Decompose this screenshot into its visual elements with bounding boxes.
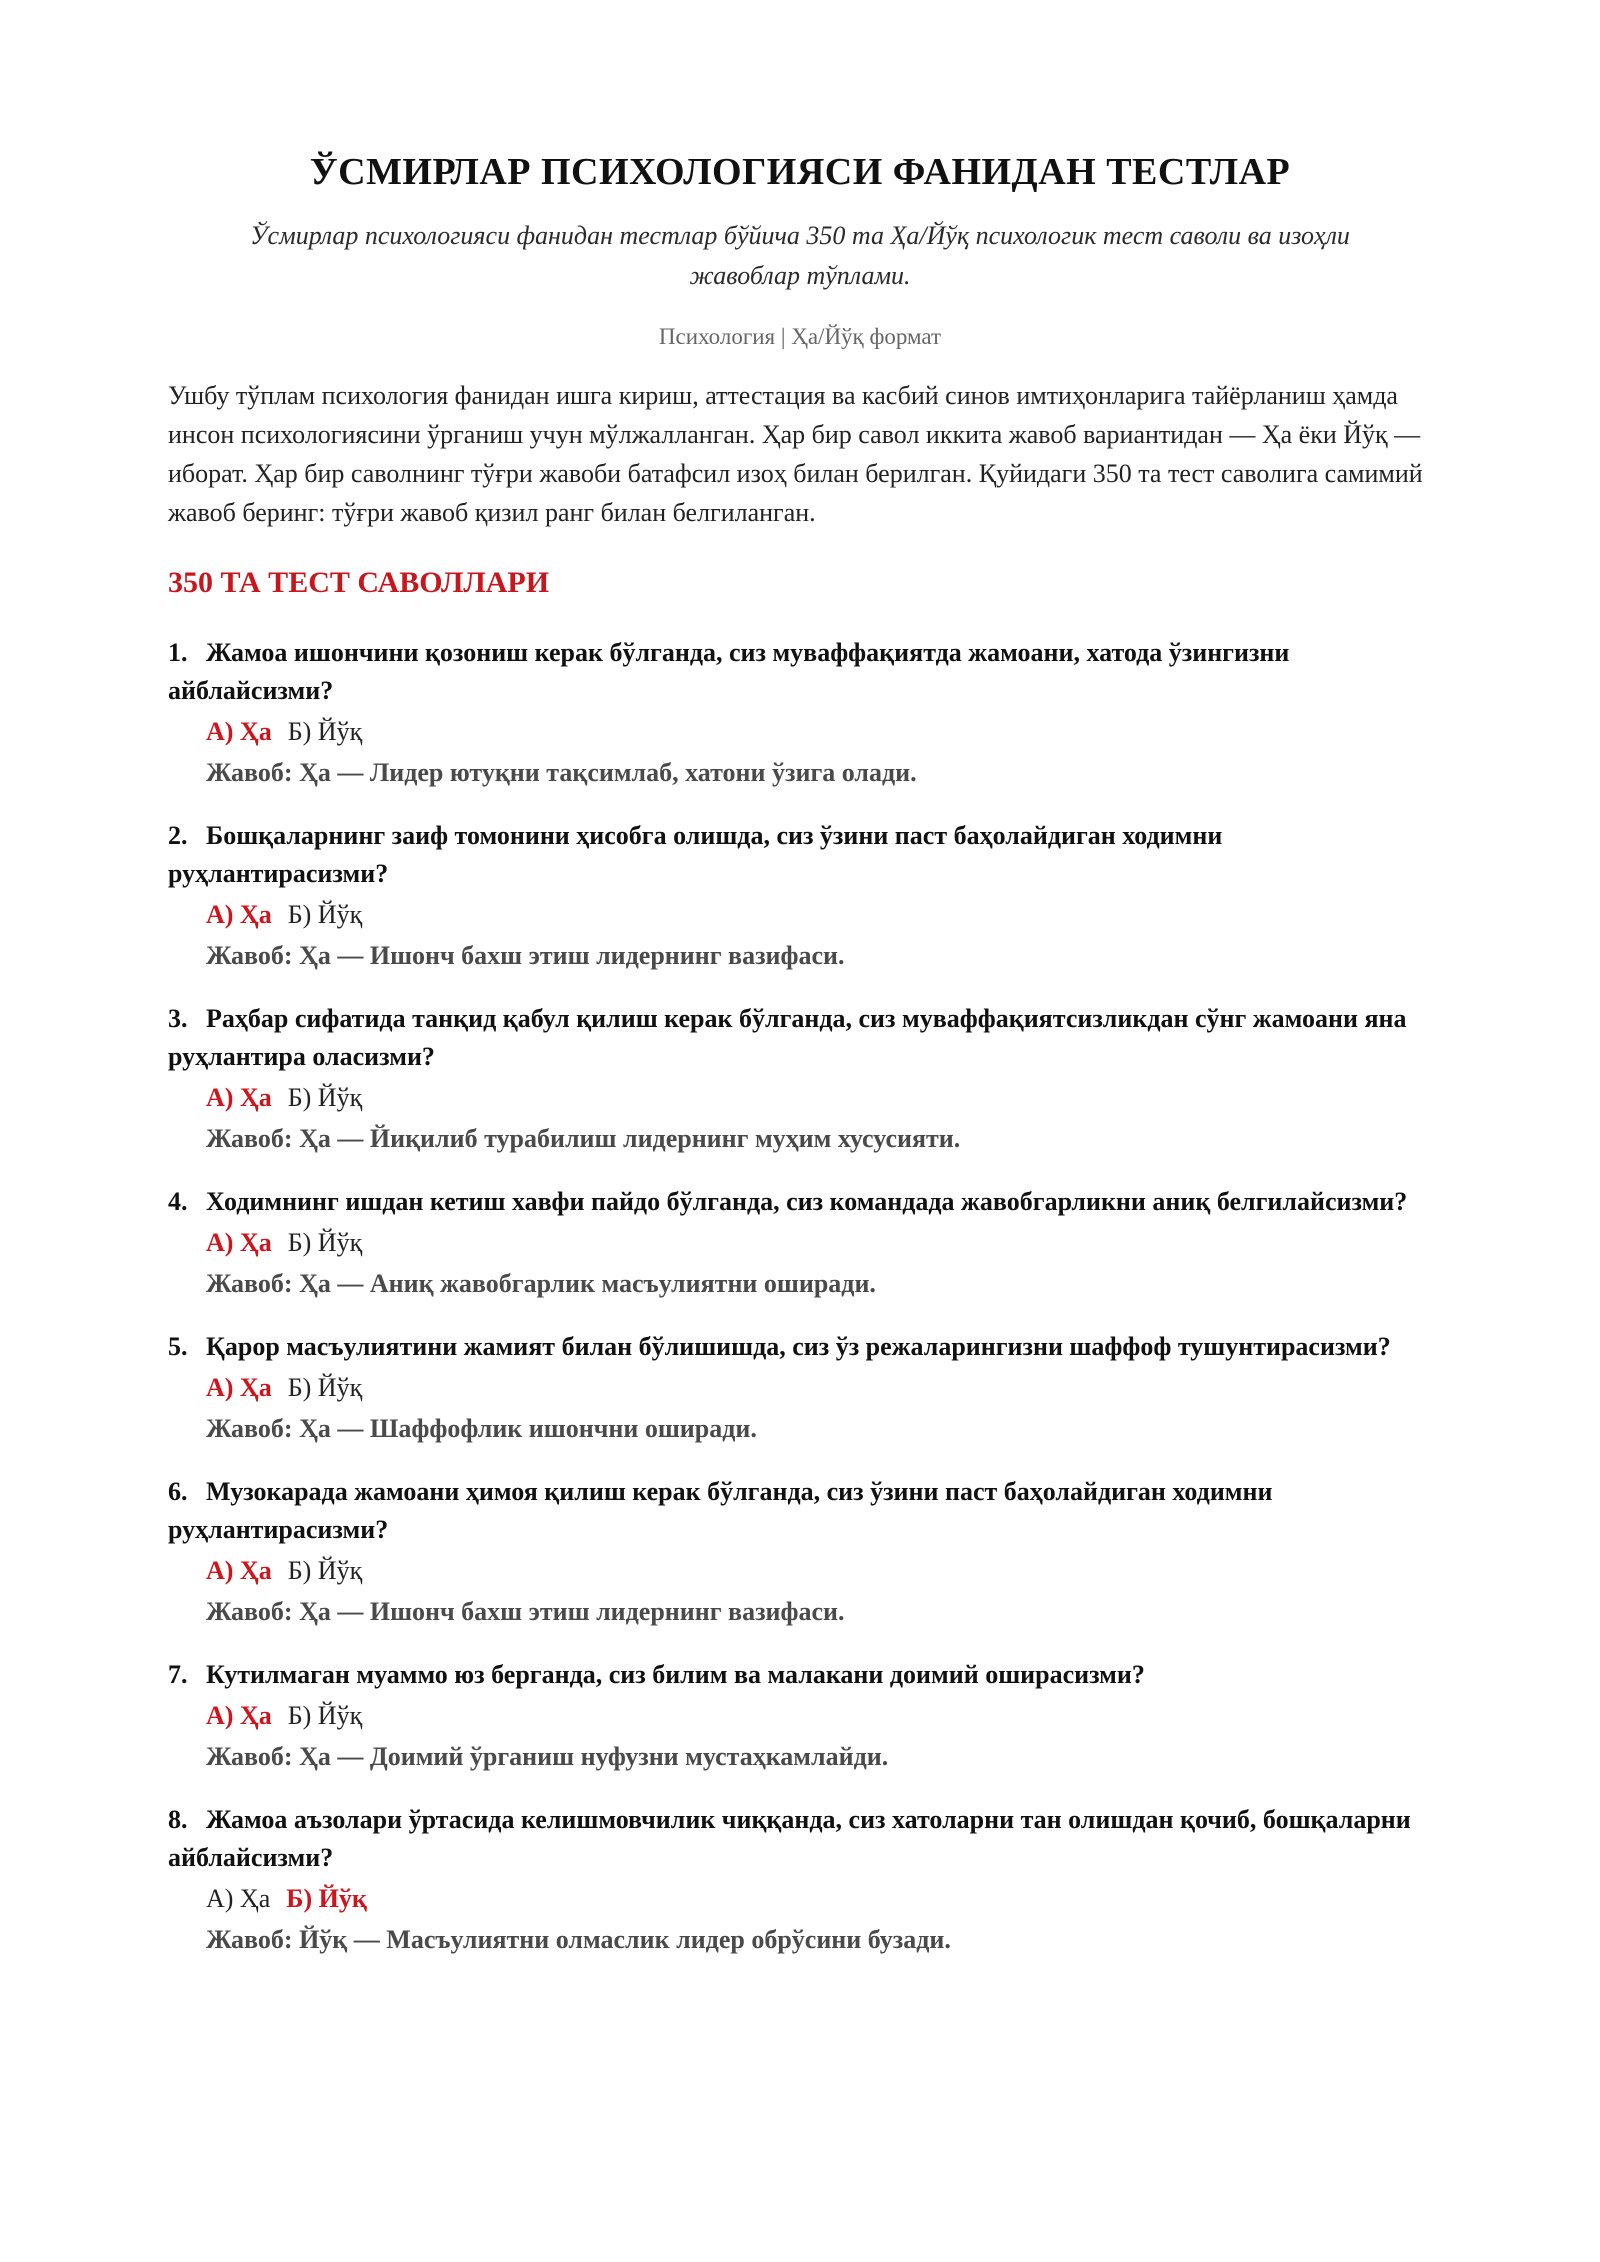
question-item	[168, 1000, 1432, 1160]
option-a[interactable]: А) Ҳа	[206, 717, 272, 746]
option-b[interactable]: Б) Йўқ	[287, 1228, 363, 1257]
question-text	[168, 1000, 1432, 1076]
option-a[interactable]: А) Ҳа	[206, 900, 272, 929]
answer-explanation: Жавоб: Ҳа — Шаффофлик ишончни оширади.	[206, 1414, 757, 1443]
question-number: 2.	[168, 821, 188, 850]
answer-explanation: Жавоб: Ҳа — Доимий ўрганиш нуфузни мустаҳкамлайди.	[206, 1742, 889, 1771]
question-text	[168, 1656, 1432, 1694]
question-item	[168, 1801, 1432, 1961]
option-b[interactable]: Б) Йўқ	[287, 1556, 363, 1585]
option-b[interactable]: Б) Йўқ	[287, 1083, 363, 1112]
option-b[interactable]: Б) Йўқ	[286, 1884, 367, 1913]
option-b[interactable]: Б) Йўқ	[287, 1373, 363, 1402]
question-number: 3.	[168, 1004, 188, 1033]
question-number: 8.	[168, 1805, 188, 1834]
question-item	[168, 817, 1432, 977]
question-text	[168, 1183, 1432, 1221]
question-body: Жамоа аъзолари ўртасида келишмовчилик чиққанда, сиз хатоларни тан олишдан қочиб, бошқаларни айблайсизми?	[168, 1805, 1411, 1872]
question-body: Жамоа ишончини қозониш керак бўлганда, сиз муваффақиятда жамоани, хатода ўзингизни айблайсизми?	[168, 638, 1290, 705]
question-body: Раҳбар сифатида танқид қабул қилиш керак бўлганда, сиз муваффақиятсизликдан сўнг жамоани яна руҳлантира оласизми?	[168, 1004, 1407, 1071]
answer-options	[168, 895, 1432, 935]
question-item	[168, 1183, 1432, 1305]
question-text	[168, 634, 1432, 710]
option-a[interactable]: А) Ҳа	[206, 1083, 272, 1112]
question-text	[168, 1473, 1432, 1549]
answer-options	[168, 1551, 1432, 1591]
option-b[interactable]: Б) Йўқ	[287, 717, 363, 746]
page-title: ЎСМИРЛАР ПСИХОЛОГИЯСИ ФАНИДАН ТЕСТЛАР	[309, 151, 1291, 193]
option-a[interactable]: А) Ҳа	[206, 1701, 272, 1730]
page-subtitle: Ўсмирлар психологияси фанидан тестлар бўйича 350 та Ҳа/Йўқ психологик тест саволи ва изоҳли жавоблар тўплами.	[250, 221, 1350, 290]
option-a[interactable]: А) Ҳа	[206, 1228, 272, 1257]
question-item	[168, 634, 1432, 794]
question-item	[168, 1473, 1432, 1633]
question-body: Ходимнинг ишдан кетиш хавфи пайдо бўлганда, сиз командада жавобгарликни аниқ белгилайсизми?	[206, 1187, 1408, 1216]
question-text	[168, 1801, 1432, 1877]
answer-options	[168, 1223, 1432, 1263]
section-heading: 350 ТА ТЕСТ САВОЛЛАРИ	[168, 566, 550, 599]
answer-options	[168, 1696, 1432, 1736]
answer-explanation: Жавоб: Ҳа — Йиқилиб турабилиш лидернинг муҳим хусусияти.	[206, 1124, 961, 1153]
answer-explanation: Жавоб: Ҳа — Ишонч бахш этиш лидернинг вазифаси.	[206, 941, 845, 970]
question-list	[168, 634, 1432, 1961]
option-a[interactable]: А) Ҳа	[206, 1373, 272, 1402]
intro-paragraph: Ушбу тўплам психология фанидан ишга кириш, аттестация ва касбий синов имтиҳонларига тайёрланиш ҳамда инсон психологиясини ўрганиш учун мўлжалланган. Ҳар бир савол иккита жавоб вариантидан — Ҳа ёки Йўқ — иборат. Ҳар бир саволнинг тўғри жавоби батафсил изоҳ билан берилган. Қуйидаги 350 та тест саволига самимий жавоб беринг: тўғри жавоб қизил ранг билан белгиланган.	[168, 381, 1423, 527]
question-number: 1.	[168, 638, 188, 667]
option-a[interactable]: А) Ҳа	[206, 1884, 271, 1913]
question-item	[168, 1656, 1432, 1778]
question-text	[168, 1328, 1432, 1366]
category-meta: Психология | Ҳа/Йўқ формат	[658, 324, 942, 349]
question-body: Кутилмаган муаммо юз берганда, сиз билим ва малакани доимий оширасизми?	[206, 1660, 1145, 1689]
question-number: 7.	[168, 1660, 188, 1689]
answer-options	[168, 712, 1432, 752]
question-number: 4.	[168, 1187, 188, 1216]
answer-options	[168, 1368, 1432, 1408]
question-number: 5.	[168, 1332, 188, 1361]
answer-options	[168, 1078, 1432, 1118]
answer-explanation: Жавоб: Ҳа — Лидер ютуқни тақсимлаб, хатони ўзига олади.	[206, 758, 917, 787]
question-text	[168, 817, 1432, 893]
answer-options	[168, 1879, 1432, 1919]
answer-explanation: Жавоб: Йўқ — Масъулиятни олмаслик лидер обрўсини бузади.	[206, 1925, 951, 1954]
question-number: 6.	[168, 1477, 188, 1506]
question-body: Қарор масъулиятини жамият билан бўлишишда, сиз ўз режаларингизни шаффоф тушунтирасизми?	[206, 1332, 1391, 1361]
option-b[interactable]: Б) Йўқ	[287, 1701, 363, 1730]
question-item	[168, 1328, 1432, 1450]
answer-explanation: Жавоб: Ҳа — Аниқ жавобгарлик масъулиятни оширади.	[206, 1269, 876, 1298]
option-a[interactable]: А) Ҳа	[206, 1556, 272, 1585]
answer-explanation: Жавоб: Ҳа — Ишонч бахш этиш лидернинг вазифаси.	[206, 1597, 845, 1626]
question-body: Бошқаларнинг заиф томонини ҳисобга олишда, сиз ўзини паст баҳолайдиган ходимни руҳлантирасизми?	[168, 821, 1223, 888]
option-b[interactable]: Б) Йўқ	[287, 900, 363, 929]
question-body: Музокарада жамоани ҳимоя қилиш керак бўлганда, сиз ўзини паст баҳолайдиган ходимни руҳлантирасизми?	[168, 1477, 1273, 1544]
